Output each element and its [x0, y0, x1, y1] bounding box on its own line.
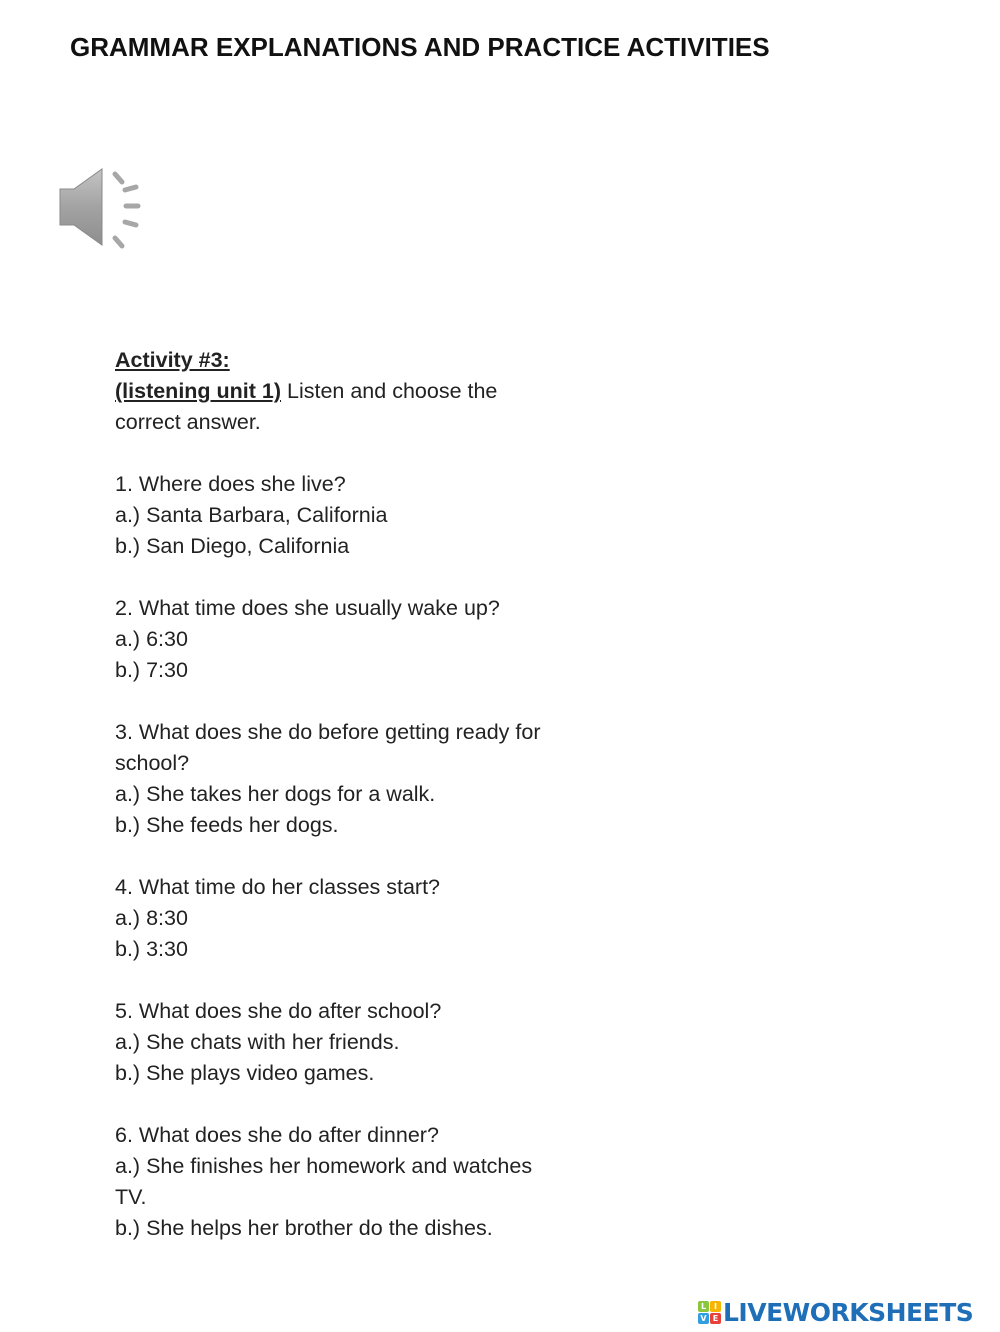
speaker-icon: [52, 162, 148, 252]
question-text: school?: [115, 751, 190, 775]
answer-option[interactable]: a.) 6:30: [115, 627, 188, 651]
question-list: [115, 438, 615, 1244]
spacer: [115, 841, 615, 872]
answer-option[interactable]: b.) San Diego, California: [115, 534, 350, 558]
audio-play-button[interactable]: [52, 162, 148, 252]
question-block: [115, 469, 615, 562]
page-title: GRAMMAR EXPLANATIONS AND PRACTICE ACTIVITIES: [70, 32, 770, 62]
question-text: 5. What does she do after school?: [115, 999, 442, 1023]
answer-option[interactable]: a.) Santa Barbara, California: [115, 503, 388, 527]
question-block: [115, 996, 615, 1089]
spacer: [115, 686, 615, 717]
brand-name: LIVEWORKSHEETS: [723, 1297, 974, 1327]
question-block: [115, 717, 615, 841]
answer-option[interactable]: a.) She finishes her homework and watches: [115, 1154, 533, 1178]
unit-label: (listening unit 1): [115, 379, 282, 403]
brand-tile: V: [698, 1313, 709, 1324]
question-text: 1. Where does she live?: [115, 472, 346, 496]
spacer: [115, 1089, 615, 1120]
spacer: [115, 965, 615, 996]
activity-instruction: [115, 376, 615, 407]
answer-option[interactable]: a.) 8:30: [115, 906, 188, 930]
liveworksheets-mark-icon: [698, 1301, 721, 1324]
question-text: 3. What does she do before getting ready for: [115, 720, 541, 744]
brand-tile: L: [698, 1301, 709, 1312]
question-text: 6. What does she do after dinner?: [115, 1123, 439, 1147]
answer-option[interactable]: b.) 3:30: [115, 937, 188, 961]
activity-content: [115, 345, 615, 1244]
brand-tile: I: [710, 1301, 721, 1312]
instruction-continuation: correct answer.: [115, 410, 261, 434]
answer-option[interactable]: b.) 7:30: [115, 658, 188, 682]
question-text: 2. What time does she usually wake up?: [115, 596, 500, 620]
question-block: [115, 1120, 615, 1244]
question-text: 4. What time do her classes start?: [115, 875, 441, 899]
spacer: [115, 562, 615, 593]
answer-option[interactable]: b.) She helps her brother do the dishes.: [115, 1216, 493, 1240]
answer-option[interactable]: b.) She feeds her dogs.: [115, 813, 339, 837]
brand-tile: E: [710, 1313, 721, 1324]
activity-title: Activity #3:: [115, 348, 230, 372]
liveworksheets-logo[interactable]: [698, 1296, 973, 1328]
answer-option[interactable]: a.) She chats with her friends.: [115, 1030, 400, 1054]
answer-option[interactable]: a.) She takes her dogs for a walk.: [115, 782, 436, 806]
answer-option[interactable]: b.) She plays video games.: [115, 1061, 375, 1085]
question-block: [115, 872, 615, 965]
question-block: [115, 593, 615, 686]
instruction-text: Listen and choose the: [281, 379, 498, 403]
answer-option[interactable]: TV.: [115, 1185, 147, 1209]
spacer: [115, 438, 615, 469]
